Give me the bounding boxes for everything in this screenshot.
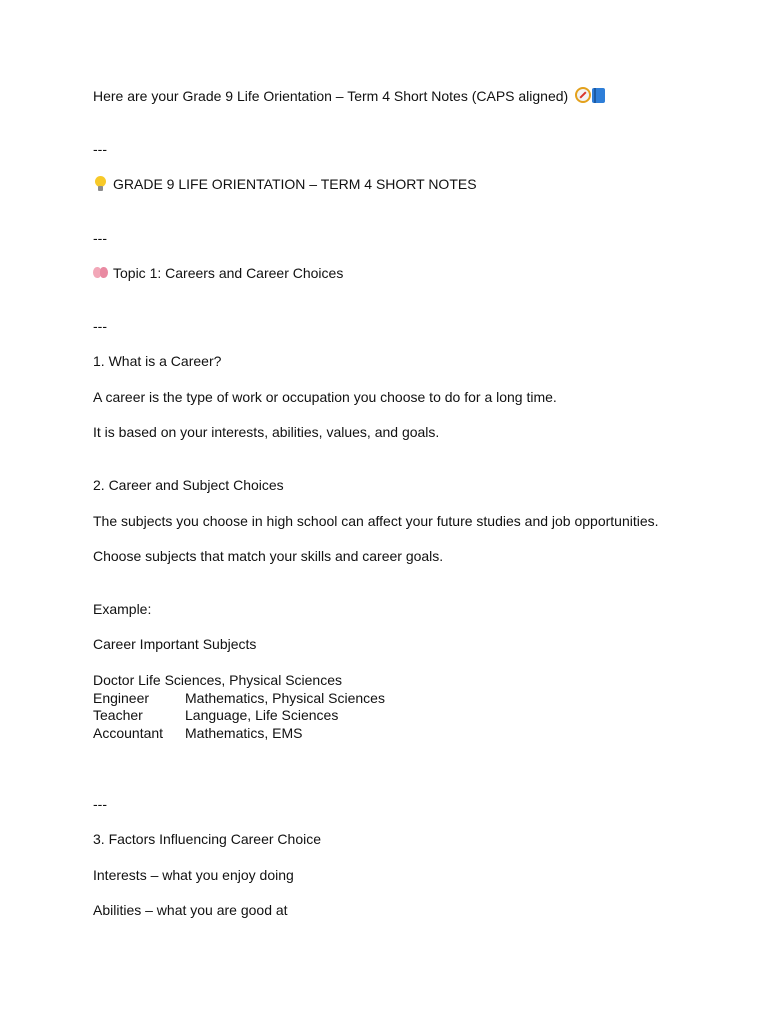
section1-paragraph: A career is the type of work or occupation you choose to do for a long time. [93, 389, 557, 405]
table-row [93, 671, 342, 689]
compass-icon [575, 87, 591, 103]
subjects-cell: Language, Life Sciences [185, 707, 339, 723]
brain-icon [93, 265, 108, 280]
subjects-cell: Mathematics, Physical Sciences [185, 690, 385, 706]
main-title-text: GRADE 9 LIFE ORIENTATION – TERM 4 SHORT NOTES [113, 176, 477, 192]
section3-item: Interests – what you enjoy doing [93, 867, 294, 883]
section1-paragraph: It is based on your interests, abilities, values, and goals. [93, 424, 440, 440]
section2-paragraph: Choose subjects that match your skills and career goals. [93, 548, 444, 564]
career-cell: Accountant [93, 725, 164, 741]
career-cell: Doctor [93, 672, 135, 688]
subjects-cell: Life Sciences, Physical Sciences [138, 672, 342, 688]
separator: --- [93, 796, 107, 812]
table-header: Career Important Subjects [93, 636, 257, 652]
table-row [93, 689, 385, 707]
table-row [93, 706, 338, 724]
topic-title [93, 264, 343, 282]
section2-heading: 2. Career and Subject Choices [93, 477, 284, 493]
light-bulb-icon [93, 176, 108, 191]
career-cell: Engineer [93, 690, 150, 706]
separator: --- [93, 141, 107, 157]
book-icon [592, 88, 605, 103]
section1-heading: 1. What is a Career? [93, 353, 222, 369]
subjects-cell: Mathematics, EMS [185, 725, 303, 741]
example-label: Example: [93, 601, 152, 617]
section2-paragraph: The subjects you choose in high school can affect your future studies and job opportunities. [93, 513, 659, 529]
table-row [93, 724, 302, 742]
intro-text: Here are your Grade 9 Life Orientation – Term 4 Short Notes (CAPS aligned) [93, 88, 569, 104]
section3-heading: 3. Factors Influencing Career Choice [93, 831, 321, 847]
career-cell: Teacher [93, 707, 143, 723]
separator: --- [93, 230, 107, 246]
intro-line [93, 87, 605, 105]
topic-title-text: Topic 1: Careers and Career Choices [113, 265, 344, 281]
section3-item: Abilities – what you are good at [93, 902, 288, 918]
separator: --- [93, 318, 107, 334]
main-title [93, 175, 477, 193]
